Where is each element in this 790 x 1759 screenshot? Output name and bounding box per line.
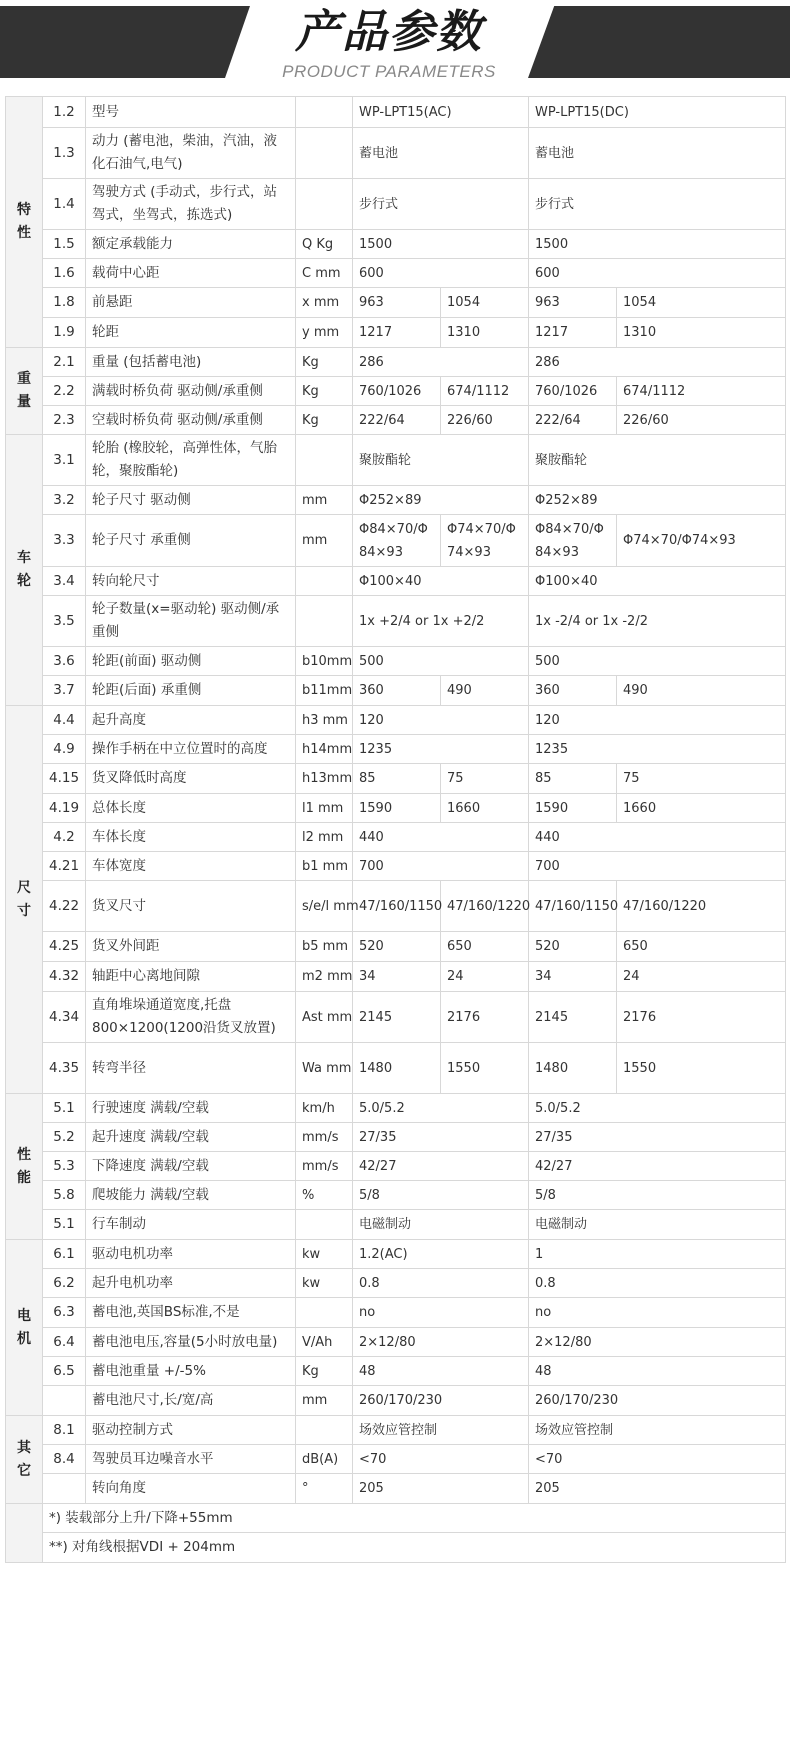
param-unit: mm [296,1386,353,1416]
category-label: 其 它 [6,1416,43,1504]
value-dc: 蓄电池 [529,128,786,179]
param-name: 行驶速度 满载/空载 [86,1094,296,1123]
value-dc: 48 [529,1357,786,1386]
value-ac: 42/27 [353,1152,529,1181]
param-unit: mm/s [296,1123,353,1152]
value-ac: 蓄电池 [353,128,529,179]
param-name: 轮距(后面) 承重侧 [86,676,296,706]
footnote-text: *) 装载部分上升/下降+55mm [43,1504,786,1533]
value-dc: 1235 [529,735,786,764]
value-ac: 48 [353,1357,529,1386]
value-ac: Φ100×40 [353,567,529,596]
value-ac: 1660 [441,794,529,823]
param-name: 车体长度 [86,823,296,852]
value-ac: WP-LPT15(AC) [353,97,529,128]
value-ac: 34 [353,962,441,992]
category-label: 特 性 [6,97,43,348]
param-name: 转弯半径 [86,1043,296,1094]
param-unit: Ast mm [296,992,353,1043]
value-ac: 205 [353,1474,529,1504]
param-unit [296,128,353,179]
table-row [6,486,786,515]
value-ac: 360 [353,676,441,706]
value-dc: 34 [529,962,617,992]
param-unit: km/h [296,1094,353,1123]
row-number: 5.1 [43,1094,86,1123]
value-ac: 电磁制动 [353,1210,529,1240]
value-ac: 963 [353,288,441,318]
param-name: 直角堆垛通道宽度,托盘800×1200(1200沿货叉放置) [86,992,296,1043]
value-dc: 120 [529,706,786,735]
row-number: 3.7 [43,676,86,706]
value-dc: 85 [529,764,617,794]
value-ac: 120 [353,706,529,735]
table-row [6,992,786,1043]
page-subtitle: PRODUCT PARAMETERS [282,62,496,81]
value-ac: Φ84×70/Φ84×93 [353,515,441,567]
param-unit [296,179,353,230]
table-row [6,515,786,567]
param-name: 型号 [86,97,296,128]
table-row [6,735,786,764]
param-unit: Kg [296,348,353,377]
table-row [6,1269,786,1298]
value-ac: no [353,1298,529,1328]
param-name: 起升高度 [86,706,296,735]
param-name: 蓄电池重量 +/-5% [86,1357,296,1386]
param-unit: y mm [296,318,353,348]
param-unit [296,1416,353,1445]
value-dc: 760/1026 [529,377,617,406]
value-ac: 600 [353,259,529,288]
row-number: 1.8 [43,288,86,318]
row-number: 4.15 [43,764,86,794]
param-name: 起升速度 满载/空载 [86,1123,296,1152]
value-dc: 2×12/80 [529,1328,786,1357]
value-ac: 760/1026 [353,377,441,406]
value-dc: 1054 [617,288,786,318]
value-dc: 2176 [617,992,786,1043]
value-dc: 0.8 [529,1269,786,1298]
table-row [6,377,786,406]
value-dc: 222/64 [529,406,617,435]
param-unit: Wa mm [296,1043,353,1094]
value-dc: Φ100×40 [529,567,786,596]
value-dc: 47/160/1150 [529,881,617,932]
table-row [6,794,786,823]
param-unit: ° [296,1474,353,1504]
table-row [6,1210,786,1240]
value-dc: 286 [529,348,786,377]
table-row [6,1416,786,1445]
param-unit: kw [296,1240,353,1269]
category-label: 性 能 [6,1094,43,1240]
param-unit: m2 mm [296,962,353,992]
row-number: 6.2 [43,1269,86,1298]
value-ac: 226/60 [441,406,529,435]
value-ac: 500 [353,647,529,676]
param-unit [296,1298,353,1328]
page-title: 产品参数 [294,5,483,58]
param-name: 起升电机功率 [86,1269,296,1298]
row-number: 4.21 [43,852,86,881]
footnote-row [6,1533,786,1563]
row-number: 3.6 [43,647,86,676]
value-ac: 222/64 [353,406,441,435]
row-number: 8.1 [43,1416,86,1445]
table-row [6,288,786,318]
param-unit: l1 mm [296,794,353,823]
param-name: 蓄电池尺寸,长/宽/高 [86,1386,296,1416]
param-name: 车体宽度 [86,852,296,881]
param-unit: Q Kg [296,230,353,259]
param-unit: h14mm [296,735,353,764]
table-row [6,128,786,179]
row-number: 1.6 [43,259,86,288]
value-ac: 1.2(AC) [353,1240,529,1269]
value-ac: 2176 [441,992,529,1043]
value-dc: <70 [529,1445,786,1474]
row-number: 3.5 [43,596,86,647]
param-unit: h3 mm [296,706,353,735]
table-row [6,1181,786,1210]
value-ac: 1500 [353,230,529,259]
value-ac: 1235 [353,735,529,764]
value-ac: 27/35 [353,1123,529,1152]
table-row [6,567,786,596]
value-ac: 聚胺酯轮 [353,435,529,486]
footnote-text: **) 对角线根据VDI + 204mm [43,1533,786,1563]
row-number: 2.2 [43,377,86,406]
param-unit: % [296,1181,353,1210]
row-number: 4.25 [43,932,86,962]
value-dc: 205 [529,1474,786,1504]
row-number: 4.19 [43,794,86,823]
param-unit: mm/s [296,1152,353,1181]
param-name: 驱动控制方式 [86,1416,296,1445]
table-row [6,230,786,259]
value-ac: 2145 [353,992,441,1043]
param-name: 驾驶员耳边噪音水平 [86,1445,296,1474]
row-number: 4.9 [43,735,86,764]
param-unit: b1 mm [296,852,353,881]
param-name: 转向轮尺寸 [86,567,296,596]
param-name: 满载时桥负荷 驱动侧/承重侧 [86,377,296,406]
row-number: 2.1 [43,348,86,377]
param-unit: x mm [296,288,353,318]
value-ac: Φ252×89 [353,486,529,515]
value-ac: 1480 [353,1043,441,1094]
value-ac: 1217 [353,318,441,348]
value-dc: 700 [529,852,786,881]
value-dc: 360 [529,676,617,706]
param-name: 货叉尺寸 [86,881,296,932]
row-number: 5.8 [43,1181,86,1210]
value-ac: 440 [353,823,529,852]
row-number: 6.3 [43,1298,86,1328]
param-name: 空载时桥负荷 驱动侧/承重侧 [86,406,296,435]
value-dc: 1590 [529,794,617,823]
table-row [6,1043,786,1094]
param-name: 操作手柄在中立位置时的高度 [86,735,296,764]
param-unit: V/Ah [296,1328,353,1357]
table-row [6,596,786,647]
param-unit [296,435,353,486]
param-name: 下降速度 满载/空载 [86,1152,296,1181]
row-number: 5.3 [43,1152,86,1181]
table-row [6,179,786,230]
table-row [6,1386,786,1416]
param-name: 货叉外间距 [86,932,296,962]
table-row [6,881,786,932]
value-dc: 674/1112 [617,377,786,406]
banner-bar-right [528,6,790,78]
banner-bar-left [0,6,250,78]
table-row [6,259,786,288]
row-number: 8.4 [43,1445,86,1474]
param-name: 动力 (蓄电池，柴油，汽油，液化石油气,电气) [86,128,296,179]
table-row [6,823,786,852]
param-unit: b5 mm [296,932,353,962]
value-dc: 5/8 [529,1181,786,1210]
row-number: 4.35 [43,1043,86,1094]
param-unit: C mm [296,259,353,288]
row-number: 1.3 [43,128,86,179]
table-row [6,1328,786,1357]
value-ac: 47/160/1150 [353,881,441,932]
value-ac: 1054 [441,288,529,318]
row-number: 3.1 [43,435,86,486]
row-number: 5.2 [43,1123,86,1152]
table-row [6,1152,786,1181]
value-ac: 5.0/5.2 [353,1094,529,1123]
table-row [6,647,786,676]
param-name: 额定承载能力 [86,230,296,259]
value-ac: 520 [353,932,441,962]
param-unit: mm [296,515,353,567]
param-unit: Kg [296,377,353,406]
table-row [6,348,786,377]
value-dc: 42/27 [529,1152,786,1181]
value-dc: 260/170/230 [529,1386,786,1416]
table-row [6,706,786,735]
value-ac: 场效应管控制 [353,1416,529,1445]
param-unit [296,1210,353,1240]
category-label: 尺 寸 [6,706,43,1094]
value-ac: 650 [441,932,529,962]
value-ac: 5/8 [353,1181,529,1210]
value-ac: 286 [353,348,529,377]
row-number: 5.1 [43,1210,86,1240]
table-row [6,764,786,794]
row-number: 4.4 [43,706,86,735]
value-dc: 5.0/5.2 [529,1094,786,1123]
row-number: 1.2 [43,97,86,128]
row-number: 6.4 [43,1328,86,1357]
param-name: 蓄电池,英国BS标准,不是 [86,1298,296,1328]
value-dc: 1480 [529,1043,617,1094]
param-unit: b11mm [296,676,353,706]
value-ac: 1590 [353,794,441,823]
row-number [43,1386,86,1416]
value-dc: Φ84×70/Φ84×93 [529,515,617,567]
table-row [6,1445,786,1474]
section-banner [0,0,790,95]
value-dc: 500 [529,647,786,676]
value-dc: 聚胺酯轮 [529,435,786,486]
value-dc: no [529,1298,786,1328]
category-label: 重 量 [6,348,43,435]
value-dc: 1 [529,1240,786,1269]
param-name: 轮距 [86,318,296,348]
value-dc: 1310 [617,318,786,348]
table-row [6,318,786,348]
row-number: 6.5 [43,1357,86,1386]
table-row [6,1123,786,1152]
table-row [6,435,786,486]
param-name: 行车制动 [86,1210,296,1240]
param-unit [296,567,353,596]
value-ac: 1x +2/4 or 1x +2/2 [353,596,529,647]
row-number: 3.2 [43,486,86,515]
param-name: 驾驶方式 (手动式，步行式，站驾式，坐驾式，拣选式) [86,179,296,230]
footnote-category [6,1504,43,1563]
value-dc: 步行式 [529,179,786,230]
value-ac: 674/1112 [441,377,529,406]
value-dc: 24 [617,962,786,992]
row-number: 1.9 [43,318,86,348]
value-ac: 490 [441,676,529,706]
param-name: 前悬距 [86,288,296,318]
category-label: 电 机 [6,1240,43,1416]
param-unit: h13mm [296,764,353,794]
value-dc: 2145 [529,992,617,1043]
param-unit: mm [296,486,353,515]
value-ac: 700 [353,852,529,881]
value-dc: 1x -2/4 or 1x -2/2 [529,596,786,647]
param-name: 轮子尺寸 驱动侧 [86,486,296,515]
value-dc: Φ74×70/Φ74×93 [617,515,786,567]
footnote-row [6,1504,786,1533]
param-unit: Kg [296,1357,353,1386]
param-unit [296,97,353,128]
row-number: 3.3 [43,515,86,567]
value-ac: 2×12/80 [353,1328,529,1357]
category-label: 车 轮 [6,435,43,706]
value-dc: 600 [529,259,786,288]
table-row [6,1240,786,1269]
row-number: 1.5 [43,230,86,259]
param-unit: l2 mm [296,823,353,852]
value-ac: 85 [353,764,441,794]
value-dc: 1500 [529,230,786,259]
param-name: 载荷中心距 [86,259,296,288]
table-row [6,1357,786,1386]
value-dc: 电磁制动 [529,1210,786,1240]
value-dc: 1217 [529,318,617,348]
value-dc: 490 [617,676,786,706]
value-ac: 1310 [441,318,529,348]
value-ac: 24 [441,962,529,992]
table-row [6,97,786,128]
value-dc: 226/60 [617,406,786,435]
row-number: 4.32 [43,962,86,992]
table-row [6,1094,786,1123]
table-row [6,406,786,435]
param-name: 轮胎 (橡胶轮，高弹性体，气胎轮，聚胺酯轮) [86,435,296,486]
param-name: 驱动电机功率 [86,1240,296,1269]
value-dc: 场效应管控制 [529,1416,786,1445]
param-unit: dB(A) [296,1445,353,1474]
table-row [6,962,786,992]
param-name: 转向角度 [86,1474,296,1504]
param-name: 总体长度 [86,794,296,823]
param-name: 轮子尺寸 承重侧 [86,515,296,567]
row-number: 3.4 [43,567,86,596]
param-name: 轮子数量(x=驱动轮) 驱动侧/承重侧 [86,596,296,647]
param-name: 蓄电池电压,容量(5小时放电量) [86,1328,296,1357]
value-ac: 步行式 [353,179,529,230]
value-dc: 650 [617,932,786,962]
param-name: 轮距(前面) 驱动侧 [86,647,296,676]
value-dc: WP-LPT15(DC) [529,97,786,128]
row-number: 2.3 [43,406,86,435]
value-dc: 1660 [617,794,786,823]
param-unit [296,596,353,647]
row-number: 4.34 [43,992,86,1043]
value-ac: 260/170/230 [353,1386,529,1416]
value-ac: 1550 [441,1043,529,1094]
value-ac: Φ74×70/Φ74×93 [441,515,529,567]
table-row [6,1298,786,1328]
value-ac: 75 [441,764,529,794]
value-dc: 1550 [617,1043,786,1094]
param-name: 重量 (包括蓄电池) [86,348,296,377]
value-dc: 75 [617,764,786,794]
value-dc: 47/160/1220 [617,881,786,932]
param-name: 轴距中心离地间隙 [86,962,296,992]
value-ac: 0.8 [353,1269,529,1298]
row-number: 4.2 [43,823,86,852]
param-unit: b10mm [296,647,353,676]
table-row [6,932,786,962]
row-number: 4.22 [43,881,86,932]
value-dc: 520 [529,932,617,962]
param-name: 爬坡能力 满载/空载 [86,1181,296,1210]
row-number [43,1474,86,1504]
table-row [6,676,786,706]
value-dc: 27/35 [529,1123,786,1152]
param-name: 货叉降低时高度 [86,764,296,794]
value-dc: 963 [529,288,617,318]
parameters-table [5,96,786,1563]
table-row [6,1474,786,1504]
value-ac: 47/160/1220 [441,881,529,932]
row-number: 6.1 [43,1240,86,1269]
row-number: 1.4 [43,179,86,230]
param-unit: Kg [296,406,353,435]
value-dc: 440 [529,823,786,852]
param-unit: kw [296,1269,353,1298]
value-ac: <70 [353,1445,529,1474]
param-unit: s/e/l mm [296,881,353,932]
table-row [6,852,786,881]
value-dc: Φ252×89 [529,486,786,515]
